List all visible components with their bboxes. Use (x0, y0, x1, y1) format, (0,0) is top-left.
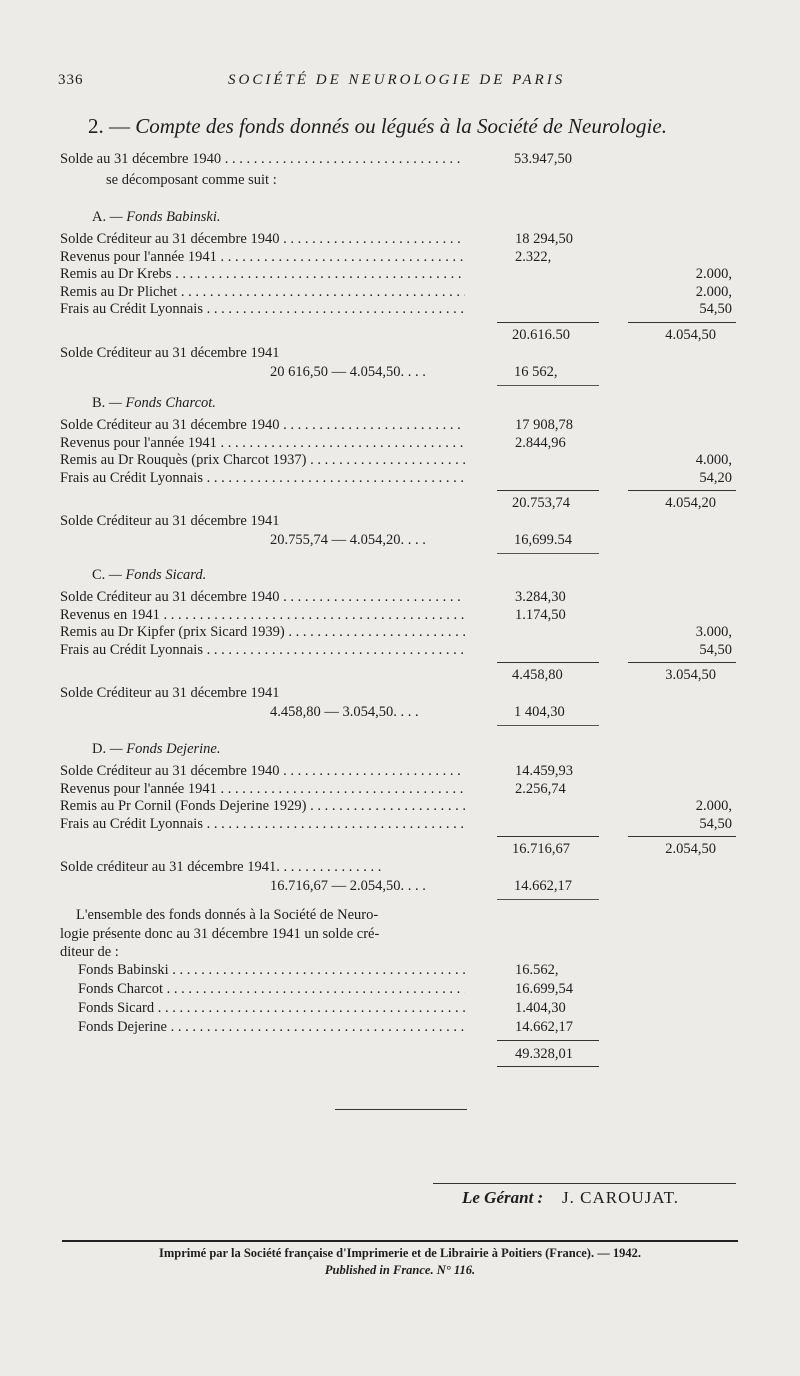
summary-row (78, 980, 573, 998)
section-number: 2. — (88, 114, 130, 138)
total-credit: 16.716,67 (512, 841, 570, 858)
ledger-row-label: Remis au Dr Rouquès (prix Charcot 1937) . . . (60, 451, 465, 469)
closing-value: 16 562, (514, 364, 558, 380)
closing-value: 14.662,17 (514, 878, 572, 895)
summary-row-label: Fonds Babinski . . . (78, 961, 465, 979)
ledger-row-label: Solde Créditeur au 31 décembre 1940 . . . (60, 416, 465, 434)
ledger-row (60, 283, 740, 301)
total-debit: 2.054,50 (665, 841, 716, 858)
ledger-row-label: Frais au Crédit Lyonnais . . . (60, 815, 465, 833)
imprint-rule (62, 1240, 738, 1242)
summary-para-1: L'ensemble des fonds donnés à la Société de Neuro- (76, 907, 379, 923)
ledger-row-debit: 2.000, (695, 283, 732, 300)
ledger-row-label: Solde Créditeur au 31 décembre 1940 . . . (60, 762, 465, 780)
intro-subline: se décomposant comme suit : (106, 172, 277, 188)
totals-rule-credit (497, 322, 599, 323)
section-title (88, 114, 667, 139)
totals-rule-debit (628, 662, 736, 663)
ledger-row-debit: 54,50 (699, 815, 732, 832)
section-title-text: Compte des fonds donnés ou légués à la Société de Neurologie. (135, 114, 667, 138)
fund-heading-letter: B. (92, 395, 106, 411)
closing-calc: 16.716,67 — 2.054,50. . . . (270, 878, 426, 895)
ledger-row-label: Revenus en 1941 . . . (60, 606, 465, 624)
ledger-row (60, 300, 740, 318)
total-credit: 20.616.50 (512, 327, 570, 343)
ledger-row (60, 434, 740, 452)
fund-heading-text: — Fonds Dejerine. (109, 741, 221, 757)
summary-row-value: 1.404,30 (515, 1000, 566, 1016)
totals-rule-credit (497, 490, 599, 491)
imprint-line: Imprimé par la Société française d'Imprimerie et de Librairie à Poitiers (France). — 1942. (159, 1246, 641, 1260)
intro-value: 53.947,50 (514, 151, 572, 167)
published-line: Published in France. N° 116. (324, 1263, 476, 1277)
ledger-row-credit: 17 908,78 (515, 417, 573, 433)
summary-row-value: 14.662,17 (515, 1019, 573, 1035)
fund-heading-letter: D. (92, 741, 107, 757)
summary-total: 49.328,01 (515, 1046, 573, 1062)
ledger-row-label: Revenus pour l'année 1941 . . . (60, 434, 465, 452)
ledger-row-debit: 54,50 (699, 301, 732, 318)
ledger-row-credit: 2.844,96 (515, 434, 566, 451)
ledger-row-credit: 14.459,93 (515, 763, 573, 779)
closing-label: Solde créditeur au 31 décembre 1941. . . . . . . . . . . . . . . (60, 859, 382, 876)
ledger-row (60, 588, 740, 606)
fund-heading-text: — Fonds Charcot. (108, 395, 216, 411)
ledger-row (60, 469, 740, 487)
ledger-row-label: Frais au Crédit Lyonnais . . . (60, 469, 465, 487)
summary-total-rule (497, 1040, 599, 1041)
ledger-row-label: Revenus pour l'année 1941 . . . (60, 780, 465, 798)
closing-label: Solde Créditeur au 31 décembre 1941 (60, 513, 280, 530)
page-number: 336 (58, 72, 84, 88)
closing-rule (497, 385, 599, 386)
ledger-row-label: Solde Créditeur au 31 décembre 1940 . . . (60, 588, 465, 606)
totals-rule-credit (497, 836, 599, 837)
closing-calc: 4.458,80 — 3.054,50. . . . (270, 704, 419, 721)
ledger-row-label: Remis au Pr Cornil (Fonds Dejerine 1929) . . . (60, 797, 465, 815)
ledger-row-label: Frais au Crédit Lyonnais . . . (60, 300, 465, 318)
ledger-row-debit: 3.000, (695, 624, 732, 641)
summary-row-value: 16.562, (515, 962, 559, 978)
total-debit: 4.054,50 (665, 327, 716, 343)
ledger-row (60, 265, 740, 283)
summary-row (78, 1018, 573, 1036)
ledger-row-credit: 2.322, (515, 248, 552, 265)
separator-rule (335, 1109, 467, 1110)
journal-title: SOCIÉTÉ DE NEUROLOGIE DE PARIS (228, 72, 566, 88)
totals-rule-debit (628, 490, 736, 491)
intro-label: Solde au 31 décembre 1940 . . . (60, 150, 465, 168)
fund-heading-babinski (92, 208, 221, 226)
ledger-row-label: Remis au Dr Kipfer (prix Sicard 1939) . . . (60, 623, 465, 641)
total-credit: 20.753,74 (512, 495, 570, 512)
fund-heading-dejerine (92, 740, 220, 758)
summary-row-value: 16.699,54 (515, 981, 573, 997)
fund-heading-text: — Fonds Babinski. (109, 209, 221, 225)
closing-rule (497, 899, 599, 900)
summary-row (78, 999, 566, 1017)
ledger-row (60, 780, 740, 798)
ledger-row (60, 230, 740, 248)
summary-para-2: logie présente donc au 31 décembre 1941 un solde cré- (60, 926, 380, 942)
fund-heading-sicard (92, 566, 206, 584)
fund-heading-charcot (92, 394, 216, 412)
totals-rule-debit (628, 322, 736, 323)
totals-rule-debit (628, 836, 736, 837)
closing-rule (497, 725, 599, 726)
ledger-row-debit: 54,20 (699, 469, 732, 486)
closing-label: Solde Créditeur au 31 décembre 1941 (60, 685, 280, 702)
total-debit: 4.054,20 (665, 495, 716, 512)
summary-row-label: Fonds Sicard . . . (78, 999, 465, 1017)
ledger-row (60, 606, 740, 624)
ledger-row (60, 248, 740, 266)
ledger-row-debit: 54,50 (699, 641, 732, 658)
ledger-row-credit: 1.174,50 (515, 606, 566, 623)
fund-heading-letter: A. (92, 209, 107, 225)
ledger-row (60, 416, 740, 434)
ledger-row (60, 451, 740, 469)
ledger-row (60, 797, 740, 815)
ledger-row-label: Remis au Dr Plichet . . . (60, 283, 465, 301)
ledger-row-label: Remis au Dr Krebs . . . (60, 265, 465, 283)
fund-heading-text: — Fonds Sicard. (108, 567, 207, 583)
ledger-row (60, 815, 740, 833)
running-header (58, 72, 748, 94)
gerant-name: J. CAROUJAT. (562, 1188, 680, 1207)
ledger-row-credit: 2.256,74 (515, 780, 566, 797)
gerant-label: Le Gérant : (462, 1188, 544, 1207)
ledger-row-credit: 18 294,50 (515, 231, 573, 247)
fund-heading-letter: C. (92, 567, 106, 583)
summary-row (78, 961, 559, 979)
closing-label: Solde Créditeur au 31 décembre 1941 (60, 345, 280, 361)
summary-bottom-rule (497, 1066, 599, 1067)
ledger-row (60, 762, 740, 780)
summary-para-3: diteur de : (60, 944, 119, 960)
ledger-row-label: Solde Créditeur au 31 décembre 1940 . . . (60, 230, 465, 248)
closing-value: 1 404,30 (514, 704, 565, 721)
ledger-row (60, 641, 740, 659)
ledger-row-debit: 2.000, (695, 266, 732, 283)
ledger-row-credit: 3.284,30 (515, 589, 566, 605)
ledger-row-debit: 2.000, (695, 798, 732, 815)
summary-row-label: Fonds Charcot . . . (78, 980, 465, 998)
closing-value: 16,699.54 (514, 532, 572, 549)
gerant-top-rule (433, 1183, 736, 1184)
closing-calc: 20.755,74 — 4.054,20. . . . (270, 532, 426, 549)
closing-calc: 20 616,50 — 4.054,50. . . . (270, 364, 426, 380)
total-credit: 4.458,80 (512, 667, 563, 684)
total-debit: 3.054,50 (665, 667, 716, 684)
ledger-row (60, 623, 740, 641)
closing-rule (497, 553, 599, 554)
ledger-row-label: Revenus pour l'année 1941 . . . (60, 248, 465, 266)
ledger-row-debit: 4.000, (695, 452, 732, 469)
summary-row-label: Fonds Dejerine . . . (78, 1018, 465, 1036)
totals-rule-credit (497, 662, 599, 663)
ledger-row-label: Frais au Crédit Lyonnais . . . (60, 641, 465, 659)
